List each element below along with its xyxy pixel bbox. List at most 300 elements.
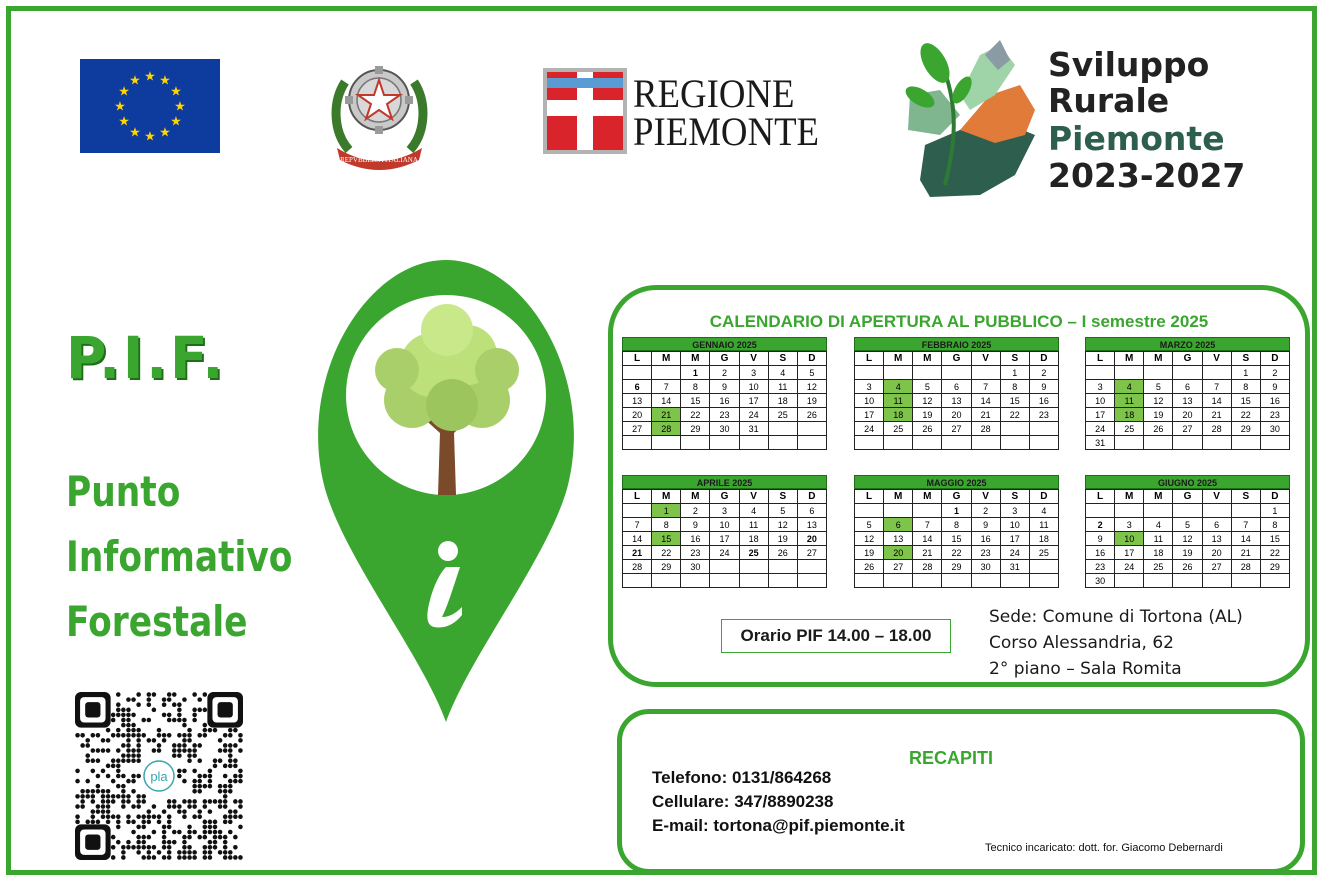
day-cell: 14	[913, 532, 942, 546]
day-header: S	[769, 352, 798, 366]
day-cell: 7	[652, 380, 681, 394]
day-cell: 29	[1232, 422, 1261, 436]
day-cell: 13	[942, 394, 971, 408]
day-cell	[1173, 366, 1202, 380]
day-cell: 30	[681, 560, 710, 574]
day-cell: 11	[769, 380, 798, 394]
day-cell: 3	[1001, 504, 1030, 518]
sede-line2: Corso Alessandria, 62	[989, 633, 1174, 653]
day-header: M	[913, 352, 942, 366]
day-cell	[884, 504, 913, 518]
day-cell: 9	[1086, 532, 1115, 546]
day-header: S	[1001, 490, 1030, 504]
day-cell: 28	[652, 422, 681, 436]
day-cell: 20	[623, 408, 652, 422]
day-cell: 21	[972, 408, 1001, 422]
day-cell: 15	[1232, 394, 1261, 408]
day-cell: 3	[1086, 380, 1115, 394]
day-cell	[1086, 504, 1115, 518]
day-cell	[855, 366, 884, 380]
day-header: M	[1144, 352, 1173, 366]
day-cell	[855, 574, 884, 588]
day-cell: 27	[1173, 422, 1202, 436]
day-cell: 4	[740, 504, 769, 518]
day-cell	[942, 574, 971, 588]
day-cell	[1173, 574, 1202, 588]
day-cell: 21	[1232, 546, 1261, 560]
day-cell	[972, 574, 1001, 588]
day-cell	[972, 366, 1001, 380]
day-cell: 7	[1232, 518, 1261, 532]
day-cell: 29	[942, 560, 971, 574]
day-cell	[1001, 574, 1030, 588]
day-cell: 12	[798, 380, 827, 394]
day-cell: 8	[681, 380, 710, 394]
day-cell	[1173, 436, 1202, 450]
sede-line3: 2° piano – Sala Romita	[989, 659, 1182, 679]
day-cell: 14	[1232, 532, 1261, 546]
day-header: D	[798, 490, 827, 504]
day-cell	[798, 560, 827, 574]
sviluppo-line4: 2023-2027	[1048, 156, 1246, 195]
day-cell: 24	[1115, 560, 1144, 574]
day-cell: 12	[1144, 394, 1173, 408]
day-cell	[652, 366, 681, 380]
day-cell: 9	[710, 380, 739, 394]
day-cell: 4	[1030, 504, 1059, 518]
eu-star-icon: ★	[118, 83, 130, 99]
day-cell	[769, 560, 798, 574]
day-cell	[1001, 436, 1030, 450]
day-cell	[798, 436, 827, 450]
day-cell: 16	[1030, 394, 1059, 408]
day-cell: 7	[1203, 380, 1232, 394]
day-cell	[884, 436, 913, 450]
day-cell: 13	[1173, 394, 1202, 408]
day-cell: 26	[1144, 422, 1173, 436]
day-header: G	[1173, 490, 1202, 504]
eu-star-icon: ★	[118, 113, 130, 129]
day-cell: 5	[798, 366, 827, 380]
day-cell: 25	[1030, 546, 1059, 560]
day-cell: 23	[681, 546, 710, 560]
day-cell: 13	[884, 532, 913, 546]
day-header: V	[1203, 352, 1232, 366]
day-cell: 26	[798, 408, 827, 422]
month-header: MAGGIO 2025	[854, 475, 1059, 489]
sviluppo-rurale-logo	[900, 35, 1260, 205]
day-header: L	[1086, 490, 1115, 504]
day-header: D	[1030, 352, 1059, 366]
map-pin-tree-info-icon	[312, 255, 580, 725]
day-cell	[884, 366, 913, 380]
emblem-text: REPVBBLICA ITALIANA	[340, 156, 418, 164]
day-cell: 10	[710, 518, 739, 532]
day-cell: 28	[913, 560, 942, 574]
day-cell: 1	[652, 504, 681, 518]
day-cell	[972, 436, 1001, 450]
day-cell: 28	[623, 560, 652, 574]
day-cell	[1144, 504, 1173, 518]
day-cell: 22	[652, 546, 681, 560]
eu-star-icon: ★	[170, 83, 182, 99]
month-4	[854, 475, 1059, 588]
day-cell: 22	[942, 546, 971, 560]
tecnico-incaricato: Tecnico incaricato: dott. for. Giacomo Debernardi	[985, 842, 1223, 854]
day-cell: 18	[740, 532, 769, 546]
day-cell	[740, 436, 769, 450]
day-cell: 1	[942, 504, 971, 518]
day-cell: 14	[623, 532, 652, 546]
day-cell: 25	[1144, 560, 1173, 574]
day-cell: 16	[1261, 394, 1290, 408]
day-cell: 8	[1232, 380, 1261, 394]
month-2	[1085, 337, 1290, 450]
day-cell	[855, 504, 884, 518]
day-cell	[1115, 504, 1144, 518]
day-cell: 1	[681, 366, 710, 380]
day-cell	[1173, 504, 1202, 518]
day-cell	[1030, 436, 1059, 450]
day-cell: 29	[1261, 560, 1290, 574]
day-cell	[1203, 574, 1232, 588]
day-cell	[740, 574, 769, 588]
day-cell: 23	[710, 408, 739, 422]
day-cell: 9	[1261, 380, 1290, 394]
day-cell: 17	[710, 532, 739, 546]
eu-star-icon: ★	[144, 68, 156, 84]
day-cell	[1232, 574, 1261, 588]
regione-piemonte-logo	[543, 68, 823, 154]
day-cell: 30	[1086, 574, 1115, 588]
day-cell: 3	[855, 380, 884, 394]
day-cell	[769, 436, 798, 450]
day-cell: 30	[710, 422, 739, 436]
day-cell: 8	[1261, 518, 1290, 532]
eu-star-icon: ★	[159, 72, 171, 88]
day-header: S	[769, 490, 798, 504]
eu-star-icon: ★	[174, 98, 186, 114]
eu-star-icon: ★	[170, 113, 182, 129]
day-cell: 4	[1144, 518, 1173, 532]
day-cell	[740, 560, 769, 574]
day-cell: 20	[1173, 408, 1202, 422]
day-header: G	[942, 352, 971, 366]
day-cell: 27	[884, 560, 913, 574]
day-cell: 4	[1115, 380, 1144, 394]
day-cell: 28	[1232, 560, 1261, 574]
day-cell	[855, 436, 884, 450]
day-cell: 19	[1144, 408, 1173, 422]
day-header: L	[623, 490, 652, 504]
day-cell	[1030, 560, 1059, 574]
month-header: GIUGNO 2025	[1085, 475, 1290, 489]
day-cell: 7	[623, 518, 652, 532]
day-cell: 3	[710, 504, 739, 518]
pif-title: P.I.F.	[66, 324, 227, 392]
qr-code-icon	[75, 692, 243, 860]
telefono: Telefono: 0131/864268	[652, 768, 832, 787]
day-cell: 20	[942, 408, 971, 422]
day-header: M	[913, 490, 942, 504]
day-header: L	[1086, 352, 1115, 366]
day-cell: 2	[1030, 366, 1059, 380]
day-cell: 10	[1086, 394, 1115, 408]
day-header: M	[681, 490, 710, 504]
day-cell: 5	[1173, 518, 1202, 532]
day-cell: 14	[1203, 394, 1232, 408]
day-header: L	[855, 352, 884, 366]
day-cell: 26	[1173, 560, 1202, 574]
day-cell: 11	[1144, 532, 1173, 546]
day-cell: 1	[1232, 366, 1261, 380]
day-cell: 17	[1086, 408, 1115, 422]
day-cell: 15	[652, 532, 681, 546]
month-header: FEBBRAIO 2025	[854, 337, 1059, 351]
day-cell: 13	[623, 394, 652, 408]
day-header: D	[1261, 352, 1290, 366]
day-cell	[769, 422, 798, 436]
day-cell: 9	[972, 518, 1001, 532]
day-cell: 5	[769, 504, 798, 518]
day-cell: 6	[798, 504, 827, 518]
sede-line1: Sede: Comune di Tortona (AL)	[989, 607, 1243, 627]
day-cell: 19	[769, 532, 798, 546]
day-header: L	[855, 490, 884, 504]
day-cell: 13	[1203, 532, 1232, 546]
day-cell: 26	[913, 422, 942, 436]
day-cell: 17	[855, 408, 884, 422]
day-cell: 23	[1086, 560, 1115, 574]
day-cell: 12	[855, 532, 884, 546]
day-cell: 1	[1001, 366, 1030, 380]
day-cell: 6	[884, 518, 913, 532]
day-cell	[681, 574, 710, 588]
day-cell: 26	[769, 546, 798, 560]
day-cell: 4	[884, 380, 913, 394]
day-cell: 2	[972, 504, 1001, 518]
day-cell: 6	[942, 380, 971, 394]
day-cell: 27	[623, 422, 652, 436]
regione-line2: PIEMONTE	[633, 109, 820, 154]
day-cell: 27	[798, 546, 827, 560]
day-header: V	[740, 352, 769, 366]
day-cell: 18	[1030, 532, 1059, 546]
day-cell: 11	[884, 394, 913, 408]
day-cell: 24	[1086, 422, 1115, 436]
day-cell: 10	[1001, 518, 1030, 532]
day-cell: 25	[740, 546, 769, 560]
day-cell: 6	[1173, 380, 1202, 394]
day-cell	[681, 436, 710, 450]
day-cell: 2	[681, 504, 710, 518]
day-cell: 20	[1203, 546, 1232, 560]
day-cell: 10	[855, 394, 884, 408]
sviluppo-line2: Rurale	[1048, 81, 1170, 120]
day-cell: 15	[1001, 394, 1030, 408]
day-cell: 24	[710, 546, 739, 560]
day-header: V	[1203, 490, 1232, 504]
day-cell	[769, 574, 798, 588]
day-cell: 17	[1115, 546, 1144, 560]
day-cell: 2	[1261, 366, 1290, 380]
day-header: M	[1144, 490, 1173, 504]
day-header: G	[710, 490, 739, 504]
day-cell: 24	[855, 422, 884, 436]
day-header: G	[1173, 352, 1202, 366]
day-cell	[623, 366, 652, 380]
day-cell: 19	[913, 408, 942, 422]
month-header: MARZO 2025	[1085, 337, 1290, 351]
day-cell: 30	[972, 560, 1001, 574]
day-cell	[652, 436, 681, 450]
day-header: G	[942, 490, 971, 504]
day-cell: 17	[740, 394, 769, 408]
day-cell: 23	[972, 546, 1001, 560]
day-cell	[1144, 436, 1173, 450]
day-cell: 18	[769, 394, 798, 408]
day-cell	[1115, 574, 1144, 588]
orario-box: Orario PIF 14.00 – 18.00	[721, 619, 951, 653]
day-header: V	[740, 490, 769, 504]
day-cell: 24	[1001, 546, 1030, 560]
day-cell: 19	[1173, 546, 1202, 560]
day-cell	[1203, 504, 1232, 518]
day-cell: 11	[740, 518, 769, 532]
day-cell: 6	[1203, 518, 1232, 532]
day-cell: 10	[740, 380, 769, 394]
day-cell	[652, 574, 681, 588]
day-cell: 16	[972, 532, 1001, 546]
day-cell: 14	[652, 394, 681, 408]
eu-flag-icon	[80, 59, 220, 153]
day-cell	[1086, 366, 1115, 380]
day-cell: 12	[913, 394, 942, 408]
month-5	[1085, 475, 1290, 588]
email: E-mail: tortona@pif.piemonte.it	[652, 816, 905, 835]
day-cell: 30	[1261, 422, 1290, 436]
repubblica-italiana-emblem-icon	[327, 52, 432, 170]
day-cell	[1144, 574, 1173, 588]
sviluppo-line1: Sviluppo	[1048, 45, 1210, 84]
day-cell	[913, 574, 942, 588]
day-cell: 15	[681, 394, 710, 408]
day-cell	[623, 436, 652, 450]
day-header: G	[710, 352, 739, 366]
day-cell: 20	[884, 546, 913, 560]
day-cell	[710, 574, 739, 588]
day-cell: 25	[769, 408, 798, 422]
regione-line1: REGIONE	[633, 71, 795, 116]
day-cell: 7	[913, 518, 942, 532]
day-cell: 3	[740, 366, 769, 380]
day-cell: 16	[681, 532, 710, 546]
day-cell: 16	[710, 394, 739, 408]
day-cell	[1232, 504, 1261, 518]
day-cell: 20	[798, 532, 827, 546]
day-cell: 19	[855, 546, 884, 560]
day-cell: 21	[652, 408, 681, 422]
day-cell: 4	[769, 366, 798, 380]
day-cell: 21	[623, 546, 652, 560]
day-cell: 7	[972, 380, 1001, 394]
punto-line: Punto	[66, 467, 181, 516]
day-cell: 5	[913, 380, 942, 394]
day-header: V	[972, 490, 1001, 504]
month-1	[854, 337, 1059, 450]
day-cell: 2	[710, 366, 739, 380]
day-cell	[1232, 436, 1261, 450]
day-cell: 28	[972, 422, 1001, 436]
day-header: L	[623, 352, 652, 366]
day-cell: 22	[1232, 408, 1261, 422]
day-cell	[913, 366, 942, 380]
day-header: M	[652, 490, 681, 504]
day-cell: 15	[942, 532, 971, 546]
informativo-line: Informativo	[66, 532, 293, 581]
eu-star-icon: ★	[129, 124, 141, 140]
day-cell: 21	[913, 546, 942, 560]
day-cell: 26	[855, 560, 884, 574]
day-cell: 31	[1001, 560, 1030, 574]
day-cell: 5	[1144, 380, 1173, 394]
day-cell: 22	[681, 408, 710, 422]
day-cell: 31	[740, 422, 769, 436]
day-header: M	[1115, 352, 1144, 366]
day-cell: 23	[1030, 408, 1059, 422]
day-cell: 21	[1203, 408, 1232, 422]
day-header: M	[1115, 490, 1144, 504]
cellulare: Cellulare: 347/8890238	[652, 792, 834, 811]
day-header: S	[1001, 352, 1030, 366]
day-cell	[913, 436, 942, 450]
day-cell: 23	[1261, 408, 1290, 422]
day-cell: 15	[1261, 532, 1290, 546]
day-cell: 25	[884, 422, 913, 436]
sviluppo-line3: Piemonte	[1048, 119, 1225, 158]
day-cell: 8	[942, 518, 971, 532]
day-cell: 16	[1086, 546, 1115, 560]
day-cell: 9	[1030, 380, 1059, 394]
month-0	[622, 337, 827, 450]
day-cell: 14	[972, 394, 1001, 408]
day-cell: 5	[855, 518, 884, 532]
day-header: M	[884, 352, 913, 366]
day-cell	[1115, 436, 1144, 450]
day-cell: 1	[1261, 504, 1290, 518]
eu-star-icon: ★	[144, 128, 156, 144]
day-cell	[798, 574, 827, 588]
eu-star-icon: ★	[129, 72, 141, 88]
day-cell	[1144, 366, 1173, 380]
day-header: S	[1232, 352, 1261, 366]
day-cell: 17	[1001, 532, 1030, 546]
calendar-title: CALENDARIO DI APERTURA AL PUBBLICO – I semestre 2025	[709, 312, 1209, 331]
day-cell: 22	[1001, 408, 1030, 422]
day-cell: 29	[652, 560, 681, 574]
day-cell	[1261, 436, 1290, 450]
day-cell	[623, 574, 652, 588]
day-cell: 28	[1203, 422, 1232, 436]
day-cell: 18	[884, 408, 913, 422]
day-cell: 8	[1001, 380, 1030, 394]
eu-star-icon: ★	[114, 98, 126, 114]
day-cell: 27	[1203, 560, 1232, 574]
day-cell	[1030, 574, 1059, 588]
day-cell: 6	[623, 380, 652, 394]
day-cell: 31	[1086, 436, 1115, 450]
month-3	[622, 475, 827, 588]
